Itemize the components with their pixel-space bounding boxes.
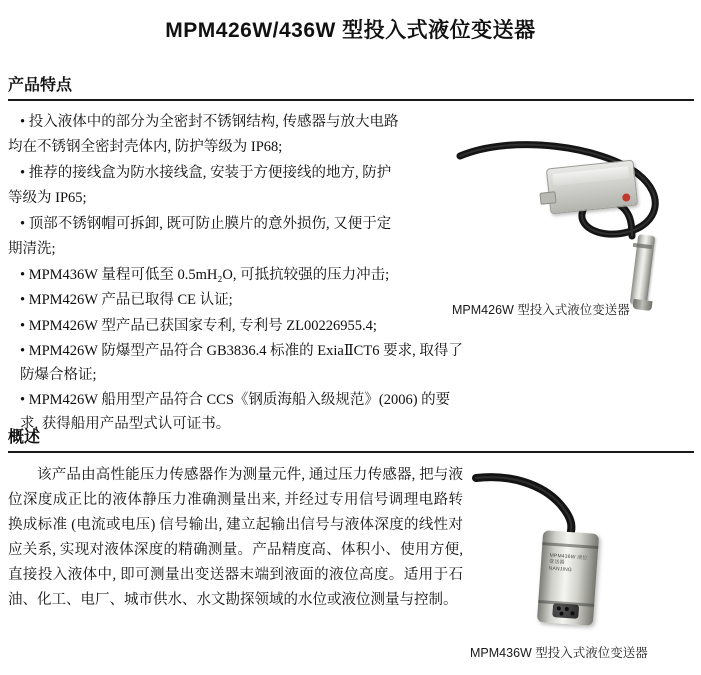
features-list xyxy=(8,111,463,436)
list-item: 等级为 IP65; xyxy=(8,190,87,207)
section-heading-overview: 概述 xyxy=(8,429,41,446)
list-item: • MPM426W 型产品已获国家专利, 专利号 ZL00226955.4; xyxy=(20,317,377,334)
section-divider-overview xyxy=(8,451,694,453)
figure-caption-2: MPM436W 型投入式液位变送器 xyxy=(470,646,648,660)
section-heading-features: 产品特点 xyxy=(8,77,73,94)
product-label-text: MPM436W 液位变送器 NANJING xyxy=(548,552,588,573)
list-item: 期清洗; xyxy=(8,241,56,258)
cable-illustration xyxy=(452,140,692,300)
transmitter-body-illustration xyxy=(537,530,599,626)
list-item: • 投入液体中的部分为全密封不锈钢结构, 传感器与放大电路 xyxy=(20,114,399,130)
paragraph: 该产品由高性能压力传感器作为测量元件, 通过压力传感器, 把与液位深度成正比的液体静压力准确测量出来, 并经过专用信号调理电路转换成标准 (电流或电压) 信号输出, 建立起输出信号与液体深度的线性对应关系, 实现对液体深度的精确测量。产品精度高、体积小、使用方便, 直接投入液体中, 即可测量出变送器末端到液面的液位高度。适用于石油、化工、电厂、城市供水、水文勘探领域的水位或液位测量与控制。 xyxy=(8,467,463,608)
probe-cap-illustration xyxy=(632,299,652,311)
sensor-vent-icon xyxy=(552,603,579,619)
list-item: • MPM426W 产品已取得 CE 认证; xyxy=(20,292,233,309)
body-band xyxy=(542,542,598,549)
list-item: • 顶部不锈钢帽可拆卸, 既可防止膜片的意外损伤, 又便于定 xyxy=(20,215,392,232)
list-item: • MPM426W 防爆型产品符合 GB3836.4 标准的 ExiaⅡCT6 要求, 取得了防爆合格证; xyxy=(20,343,463,383)
list-item: 均在不锈钢全密封壳体内, 防护等级为 IP68; xyxy=(8,139,283,156)
cable-gland-icon xyxy=(539,191,556,205)
section-divider-features xyxy=(8,99,694,101)
figure-caption-1: MPM426W 型投入式液位变送器 xyxy=(452,303,630,317)
figure-mpm436w xyxy=(470,470,680,640)
list-item: • 推荐的接线盒为防水接线盒, 安装于方便接线的地方, 防护 xyxy=(20,164,392,181)
list-item: • MPM436W 量程可低至 0.5mH₂O, 可抵抗较强的压力冲击; xyxy=(20,266,390,283)
list-item: • MPM426W 船用型产品符合 CCS《钢质海船入级规范》(2006) 的要求, 获得船用产品型式认可证书。 xyxy=(20,392,451,432)
page-title: MPM426W/436W 型投入式液位变送器 xyxy=(165,19,536,42)
overview-text xyxy=(8,463,463,613)
junction-box-illustration xyxy=(546,160,638,215)
